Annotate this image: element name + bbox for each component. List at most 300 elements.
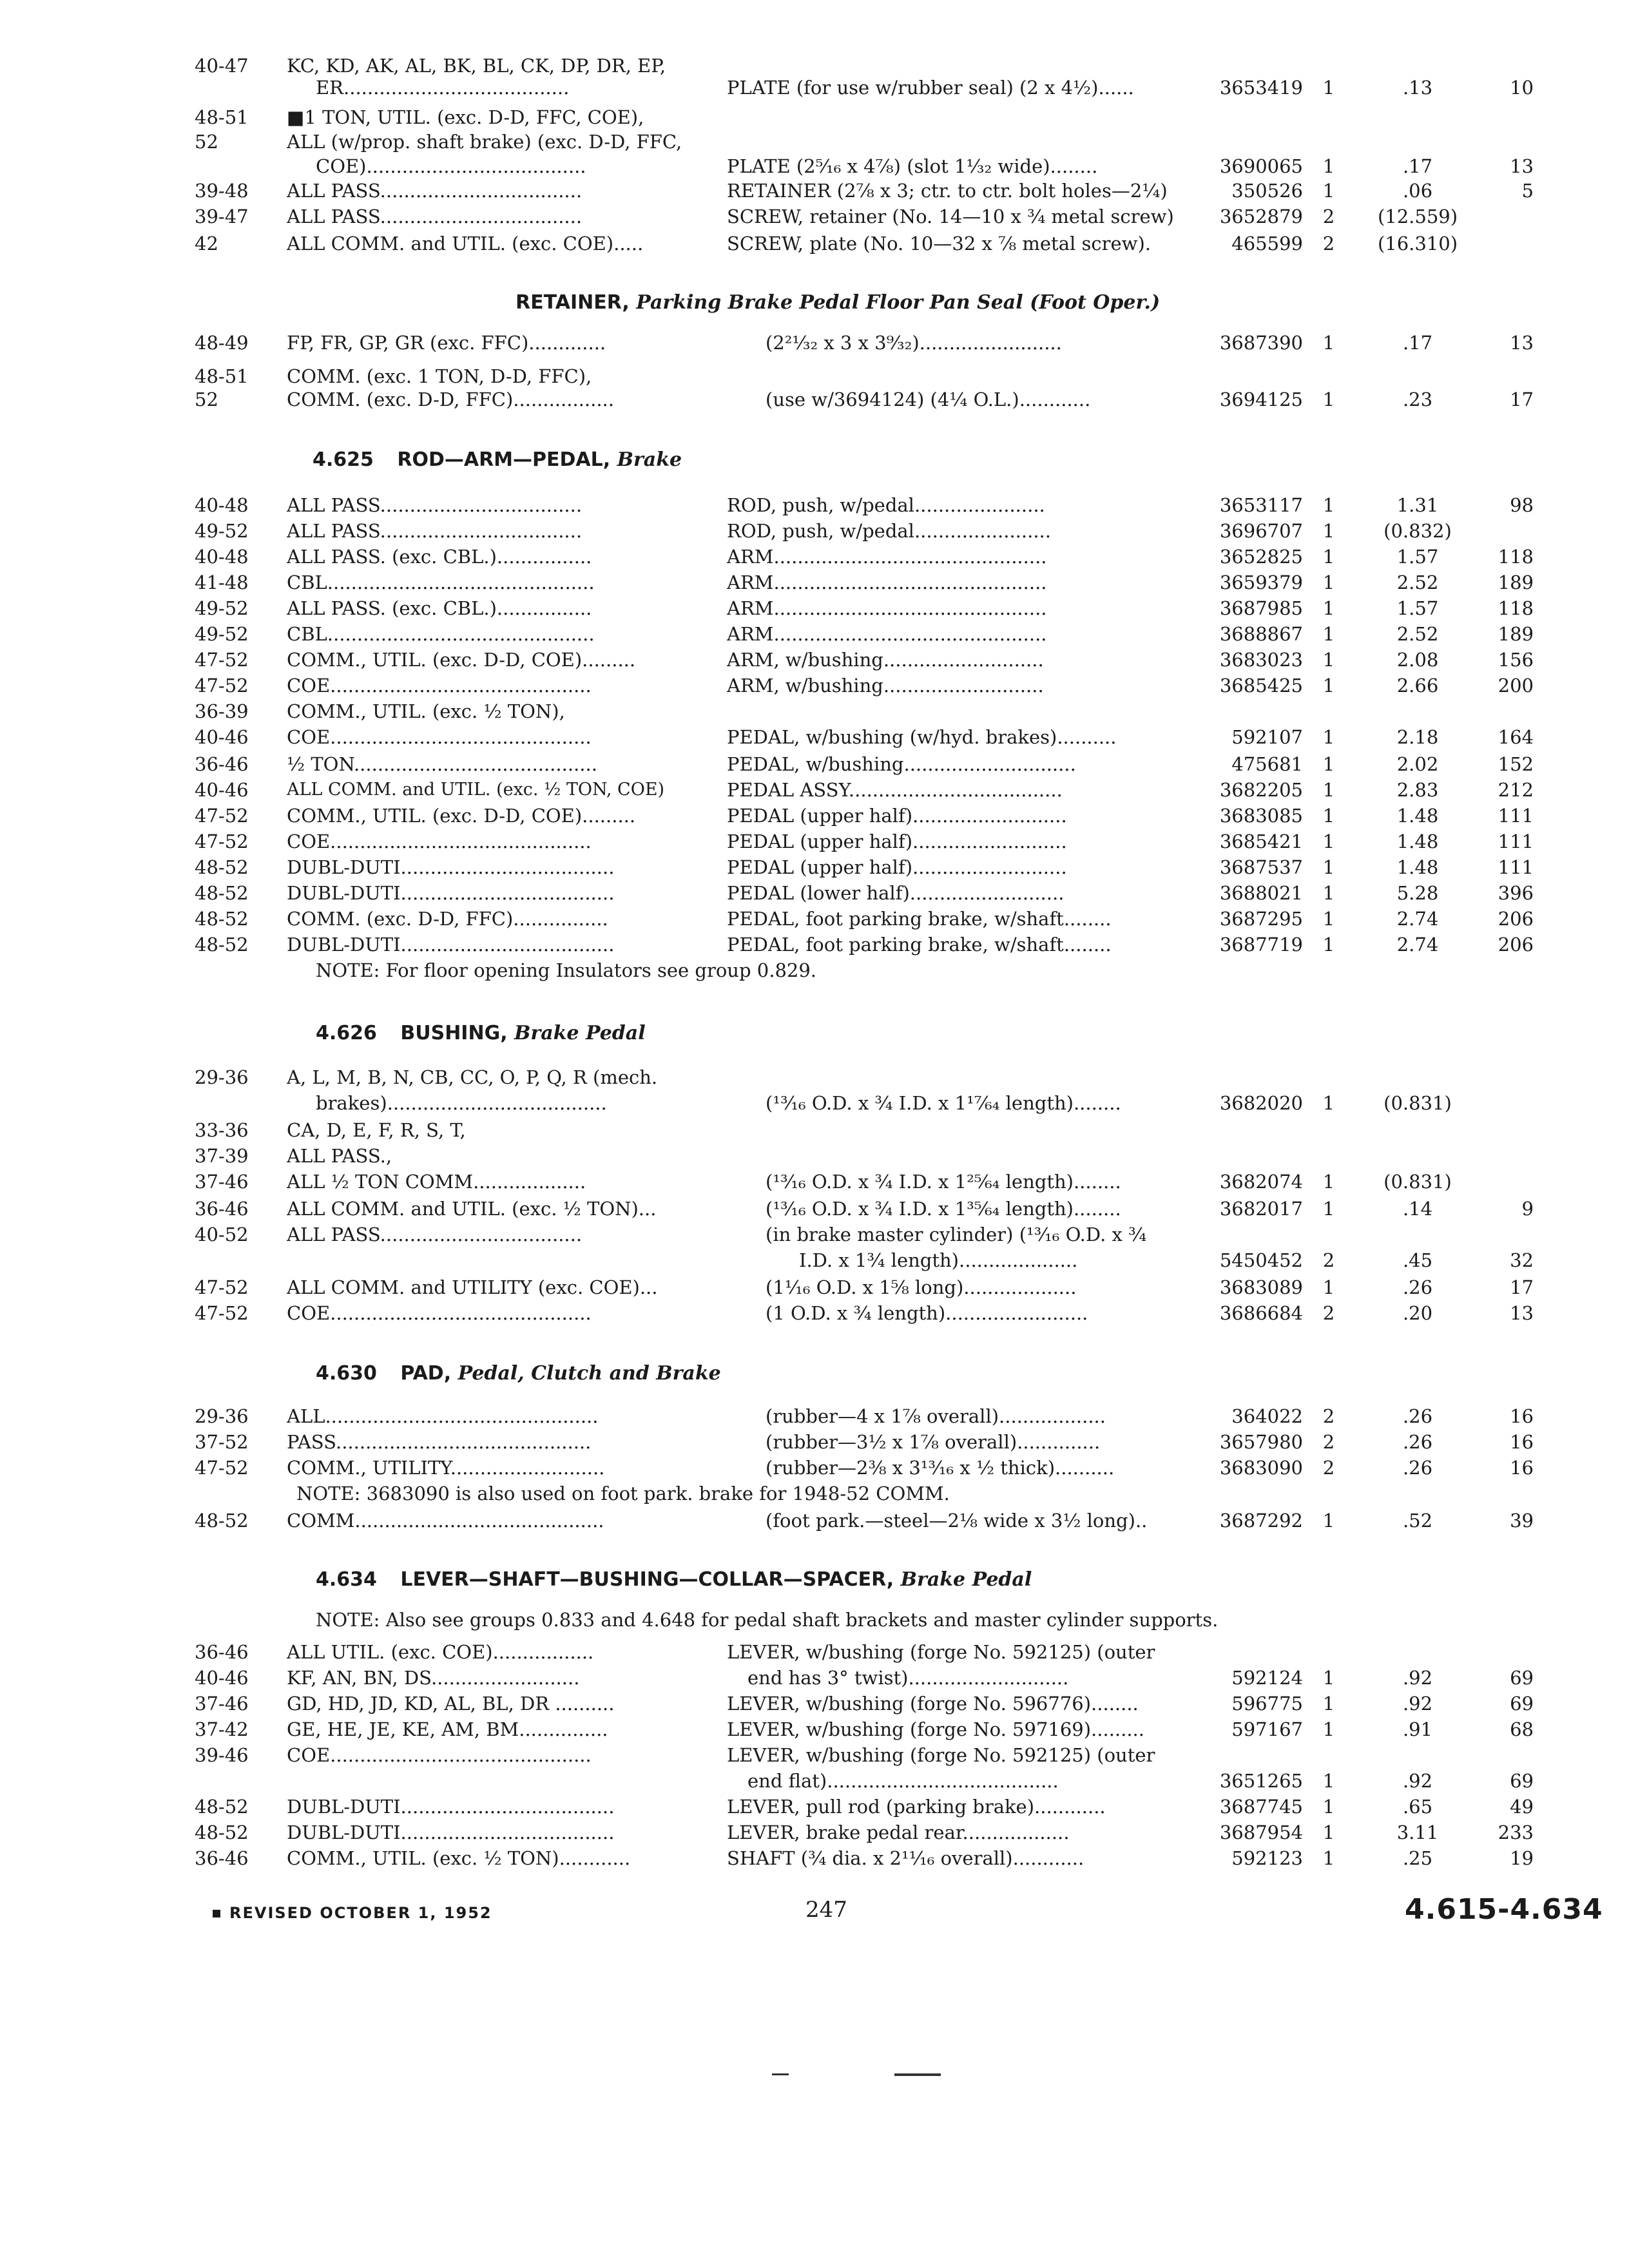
price: (0.832): [1383, 520, 1452, 542]
table-row: [0, 1117, 1629, 1143]
part-description: ARM..............................................: [727, 572, 1047, 593]
quantity: 1: [1322, 520, 1335, 542]
part-description: LEVER, pull rod (parking brake)............: [727, 1796, 1106, 1818]
table-row: [0, 777, 1629, 803]
part-number: 3686684: [1219, 1302, 1303, 1324]
weight: 69: [1510, 1693, 1534, 1715]
section-title: ROD—ARM—PEDAL,: [397, 448, 611, 471]
quantity: 1: [1322, 1718, 1335, 1740]
model-applicability: DUBL-DUTI....................................: [287, 1821, 615, 1843]
quantity: 1: [1322, 623, 1335, 645]
model-applicability: COE............................................: [287, 1744, 592, 1766]
price: 1.57: [1396, 597, 1439, 619]
weight: 189: [1498, 572, 1534, 593]
model-applicability: CA, D, E, F, R, S, T,: [287, 1119, 466, 1141]
weight: 13: [1510, 332, 1534, 354]
scan-mark: [894, 2073, 941, 2076]
quantity: 1: [1322, 831, 1335, 852]
weight: 212: [1498, 779, 1534, 801]
year-range: 39-47: [195, 206, 249, 227]
part-description: SHAFT (¾ dia. x 2¹¹⁄₁₆ overall)............: [727, 1847, 1084, 1869]
year-range: 37-46: [195, 1693, 249, 1715]
price: .14: [1402, 1198, 1433, 1220]
year-range: 47-52: [195, 649, 249, 671]
part-description: ROD, push, w/pedal......................: [727, 494, 1045, 516]
model-applicability: COMM., UTIL. (exc. D-D, COE).........: [287, 805, 636, 827]
quantity: 1: [1322, 856, 1335, 878]
table-row: [0, 1794, 1629, 1820]
table-row: [0, 544, 1629, 570]
quantity: 1: [1322, 180, 1335, 202]
group-number: 4.634: [316, 1568, 377, 1591]
quantity: 1: [1322, 494, 1335, 516]
weight: 9: [1521, 1198, 1534, 1220]
part-number: 3687390: [1219, 332, 1303, 354]
part-description: (1¹⁄₁₆ O.D. x 1⅝ long)...................: [766, 1276, 1077, 1298]
model-applicability: KF, AN, BN, DS.........................: [287, 1667, 580, 1689]
model-applicability: ALL PASS. (exc. CBL.)................: [287, 597, 592, 619]
year-range: 36-46: [195, 1847, 249, 1869]
model-applicability: ½ TON.........................................: [287, 753, 597, 775]
model-applicability: ALL PASS..................................: [287, 180, 583, 202]
weight: 16: [1510, 1405, 1534, 1427]
weight: 200: [1498, 675, 1534, 697]
year-range: 48-51: [195, 106, 249, 128]
part-number: 3685421: [1219, 831, 1303, 852]
group-number: 4.625: [313, 448, 374, 471]
price: 2.83: [1396, 779, 1439, 801]
quantity: 1: [1322, 726, 1335, 748]
table-row: [0, 1196, 1629, 1222]
model-applicability: COMM. (exc. 1 TON, D-D, FFC),: [287, 365, 592, 387]
quantity: 2: [1322, 1249, 1335, 1271]
price: 3.11: [1396, 1821, 1439, 1843]
year-range: 36-39: [195, 700, 249, 722]
year-range: 49-52: [195, 520, 249, 542]
part-number: 3657980: [1219, 1431, 1303, 1453]
model-applicability: COMM., UTIL. (exc. ½ TON),: [287, 700, 565, 722]
part-description: PEDAL (upper half)..........................: [727, 831, 1067, 852]
part-number: 465599: [1231, 233, 1303, 255]
model-applicability: DUBL-DUTI....................................: [287, 856, 615, 878]
year-range: 37-46: [195, 1171, 249, 1193]
group-number: 4.626: [316, 1022, 377, 1044]
model-applicability: KC, KD, AK, AL, BK, BL, CK, DP, DR, EP,: [287, 55, 666, 77]
weight: 16: [1510, 1431, 1534, 1453]
table-row: [0, 1639, 1629, 1665]
year-range: 48-52: [195, 1510, 249, 1532]
price: .45: [1402, 1249, 1433, 1271]
part-description: PEDAL (lower half)..........................: [727, 882, 1065, 904]
model-applicability: COE............................................: [287, 726, 592, 748]
table-row: [0, 595, 1629, 621]
quantity: 1: [1322, 1171, 1335, 1193]
section-subtitle: Pedal, Clutch and Brake: [458, 1362, 721, 1385]
table-row: [0, 104, 1629, 130]
weight: 16: [1510, 1457, 1534, 1479]
table-row: [0, 492, 1629, 518]
model-applicability: CBL.............................................: [287, 572, 595, 593]
price: .17: [1402, 332, 1433, 354]
price: (0.831): [1383, 1171, 1452, 1193]
model-applicability: FP, FR, GP, GR (exc. FFC).............: [287, 332, 606, 354]
part-number: 3685425: [1219, 675, 1303, 697]
note: NOTE: 3683090 is also used on foot park. brake for 1948-52 COMM.: [296, 1483, 950, 1504]
part-number: 3688867: [1219, 623, 1303, 645]
table-row: [0, 1665, 1629, 1691]
table-row: [0, 204, 1629, 229]
weight: 98: [1510, 494, 1534, 516]
table-row: [0, 518, 1629, 544]
model-applicability: COMM. (exc. D-D, FFC)................: [287, 908, 608, 930]
part-number: 3652825: [1219, 546, 1303, 568]
weight: 156: [1498, 649, 1534, 671]
quantity: 1: [1322, 1198, 1335, 1220]
model-applicability: ALL PASS. (exc. CBL.)................: [287, 546, 592, 568]
year-range: 48-52: [195, 1821, 249, 1843]
price: (12.559): [1377, 206, 1458, 227]
quantity: 2: [1322, 1457, 1335, 1479]
year-range: 48-51: [195, 365, 249, 387]
year-range: 49-52: [195, 597, 249, 619]
quantity: 1: [1322, 1092, 1335, 1114]
quantity: 1: [1322, 1276, 1335, 1298]
model-applicability: COE............................................: [287, 675, 592, 697]
weight: 39: [1510, 1510, 1534, 1532]
table-row: [0, 1455, 1629, 1481]
year-range: 37-39: [195, 1145, 249, 1167]
model-applicability: GE, HE, JE, KE, AM, BM...............: [287, 1718, 608, 1740]
model-applicability: ■1 TON, UTIL. (exc. D-D, FFC, COE),: [287, 106, 644, 128]
part-number: 3682205: [1219, 779, 1303, 801]
section-subtitle: Brake: [617, 448, 682, 471]
price: .52: [1402, 1510, 1433, 1532]
section-title: PAD,: [400, 1362, 452, 1385]
page-number: 247: [805, 1897, 847, 1923]
part-number: 596775: [1231, 1693, 1303, 1715]
model-applicability: ALL COMM. and UTILITY (exc. COE)...: [287, 1276, 658, 1298]
quantity: 1: [1322, 1693, 1335, 1715]
price: 1.48: [1396, 856, 1439, 878]
table-row: [0, 906, 1629, 932]
part-description: LEVER, w/bushing (forge No. 592125) (outer: [727, 1641, 1155, 1663]
part-number: 592123: [1231, 1847, 1303, 1869]
part-description: LEVER, brake pedal rear..................: [727, 1821, 1070, 1843]
model-applicability: brakes).....................................: [316, 1092, 607, 1114]
quantity: 1: [1322, 1847, 1335, 1869]
group-range: 4.615-4.634: [1405, 1893, 1603, 1926]
part-description: (1 O.D. x ¾ length)........................: [766, 1302, 1088, 1324]
quantity: 1: [1322, 1510, 1335, 1532]
quantity: 1: [1322, 908, 1335, 930]
weight: 111: [1498, 856, 1534, 878]
price: .26: [1402, 1457, 1433, 1479]
part-description: end flat).......................................: [747, 1770, 1059, 1792]
year-range: 48-49: [195, 332, 249, 354]
weight: 32: [1510, 1249, 1534, 1271]
part-description: (rubber—3½ x 1⅞ overall)..............: [766, 1431, 1101, 1453]
model-applicability: COMM., UTIL. (exc. D-D, COE).........: [287, 649, 636, 671]
part-description: (2²¹⁄₃₂ x 3 x 3⁹⁄₃₂)........................: [766, 332, 1062, 354]
part-number: 3696707: [1219, 520, 1303, 542]
year-range: 39-46: [195, 1744, 249, 1766]
year-range: 52: [195, 131, 218, 153]
model-applicability: COE............................................: [287, 831, 592, 852]
price: (16.310): [1377, 233, 1458, 255]
part-description: ARM, w/bushing...........................: [727, 649, 1044, 671]
quantity: 1: [1322, 805, 1335, 827]
weight: 206: [1498, 934, 1534, 956]
part-description: ARM..............................................: [727, 623, 1047, 645]
table-row: [0, 751, 1629, 777]
model-applicability: DUBL-DUTI....................................: [287, 1796, 615, 1818]
quantity: 1: [1322, 332, 1335, 354]
part-number: 3690065: [1219, 155, 1303, 177]
year-range: 33-36: [195, 1119, 249, 1141]
price: 2.02: [1396, 753, 1439, 775]
table-row: [0, 330, 1629, 356]
year-range: 40-48: [195, 494, 249, 516]
part-description: (¹³⁄₁₆ O.D. x ¾ I.D. x 1¹⁷⁄₆₄ length)........: [766, 1092, 1121, 1114]
weight: 152: [1498, 753, 1534, 775]
part-number: 475681: [1231, 753, 1303, 775]
year-range: 41-48: [195, 572, 249, 593]
year-range: 37-52: [195, 1431, 249, 1453]
part-description: ARM, w/bushing...........................: [727, 675, 1044, 697]
model-applicability: ALL COMM. and UTIL. (exc. ½ TON)...: [287, 1198, 657, 1220]
quantity: 1: [1322, 155, 1335, 177]
part-number: 3694125: [1219, 389, 1303, 410]
year-range: 40-46: [195, 779, 249, 801]
model-applicability: ALL UTIL. (exc. COE).................: [287, 1641, 594, 1663]
part-description: PEDAL, w/bushing.............................: [727, 753, 1076, 775]
part-number: 3688021: [1219, 882, 1303, 904]
year-range: 40-46: [195, 726, 249, 748]
model-applicability: ALL..............................................: [287, 1405, 599, 1427]
model-applicability: A, L, M, B, N, CB, CC, O, P, Q, R (mech.: [287, 1066, 658, 1088]
section-heading: [516, 289, 1160, 317]
table-row: [0, 1300, 1629, 1326]
part-description: (in brake master cylinder) (¹³⁄₁₆ O.D. x ¾: [766, 1224, 1147, 1245]
model-applicability: ALL PASS..................................: [287, 1224, 583, 1245]
part-description: PLATE (2⁵⁄₁₆ x 4⁷⁄₈) (slot 1¹⁄₃₂ wide)........: [727, 155, 1098, 177]
part-description: PEDAL, foot parking brake, w/shaft........: [727, 908, 1112, 930]
part-description: (rubber—2⅜ x 3¹³⁄₁₆ x ½ thick)..........: [766, 1457, 1115, 1479]
model-applicability: ALL PASS..................................: [287, 494, 583, 516]
section-subtitle: Brake Pedal: [900, 1568, 1032, 1591]
part-number: 5450452: [1219, 1249, 1303, 1271]
price: .13: [1402, 77, 1433, 99]
quantity: 2: [1322, 1431, 1335, 1453]
part-description: PEDAL (upper half)..........................: [727, 805, 1067, 827]
price: .92: [1402, 1693, 1433, 1715]
price: 1.31: [1396, 494, 1439, 516]
price: .92: [1402, 1667, 1433, 1689]
part-description: (use w/3694124) (4¼ O.L.)............: [766, 389, 1091, 410]
part-number: 3682074: [1219, 1171, 1303, 1193]
note: NOTE: For floor opening Insulators see group 0.829.: [316, 959, 817, 981]
part-number: 597167: [1231, 1718, 1303, 1740]
part-description: LEVER, w/bushing (forge No. 596776)........: [727, 1693, 1139, 1715]
year-range: 40-47: [195, 55, 249, 77]
part-number: 3687292: [1219, 1510, 1303, 1532]
table-row: [0, 1742, 1629, 1768]
price: 2.52: [1396, 572, 1439, 593]
part-number: 3682020: [1219, 1092, 1303, 1114]
year-range: 40-48: [195, 546, 249, 568]
table-row: [0, 1691, 1629, 1716]
weight: 206: [1498, 908, 1534, 930]
weight: 69: [1510, 1667, 1534, 1689]
part-number: 3683089: [1219, 1276, 1303, 1298]
weight: 68: [1510, 1718, 1534, 1740]
section-title: RETAINER,: [516, 291, 630, 314]
year-range: 48-52: [195, 934, 249, 956]
model-applicability: COMM. (exc. D-D, FFC).................: [287, 389, 614, 410]
part-number: 3651265: [1219, 1770, 1303, 1792]
year-range: 48-52: [195, 908, 249, 930]
model-applicability: COMM., UTIL. (exc. ½ TON)............: [287, 1847, 631, 1869]
table-row: [0, 363, 1629, 389]
section-title: BUSHING,: [400, 1022, 508, 1044]
part-description: ARM..............................................: [727, 546, 1047, 568]
price: .20: [1402, 1302, 1433, 1324]
table-row: [0, 673, 1629, 698]
price: .17: [1402, 155, 1433, 177]
quantity: 2: [1322, 233, 1335, 255]
price: 2.18: [1396, 726, 1439, 748]
table-row: [0, 854, 1629, 880]
model-applicability: ALL PASS..................................: [287, 520, 583, 542]
table-row: [0, 698, 1629, 724]
part-number: 3687954: [1219, 1821, 1303, 1843]
year-range: 47-52: [195, 805, 249, 827]
part-description: I.D. x 1¾ length)....................: [799, 1249, 1078, 1271]
price: 2.66: [1396, 675, 1439, 697]
year-range: 40-52: [195, 1224, 249, 1245]
quantity: 1: [1322, 1821, 1335, 1843]
quantity: 2: [1322, 1302, 1335, 1324]
section-title: LEVER—SHAFT—BUSHING—COLLAR—SPACER,: [400, 1568, 894, 1591]
year-range: 29-36: [195, 1405, 249, 1427]
table-row: [0, 1508, 1629, 1533]
part-description: PEDAL (upper half)..........................: [727, 856, 1067, 878]
part-number: 3653117: [1219, 494, 1303, 516]
weight: 111: [1498, 805, 1534, 827]
part-number: 3682017: [1219, 1198, 1303, 1220]
quantity: 1: [1322, 1796, 1335, 1818]
weight: 233: [1498, 1821, 1534, 1843]
part-description: SCREW, retainer (No. 14—10 x ¾ metal screw): [727, 206, 1174, 227]
price: 5.28: [1396, 882, 1439, 904]
price: .25: [1402, 1847, 1433, 1869]
part-description: (¹³⁄₁₆ O.D. x ¾ I.D. x 1²⁵⁄₆₄ length)........: [766, 1171, 1121, 1193]
table-row: [0, 880, 1629, 906]
part-number: 3687295: [1219, 908, 1303, 930]
table-row: [0, 932, 1629, 957]
weight: 189: [1498, 623, 1534, 645]
weight: 19: [1510, 1847, 1534, 1869]
table-row: [0, 1403, 1629, 1429]
part-number: 3652879: [1219, 206, 1303, 227]
table-row: [0, 1090, 1629, 1116]
part-description: LEVER, w/bushing (forge No. 592125) (outer: [727, 1744, 1155, 1766]
model-applicability: ALL PASS.,: [287, 1145, 392, 1167]
year-range: 39-48: [195, 180, 249, 202]
weight: 111: [1498, 831, 1534, 852]
part-number: 3687537: [1219, 856, 1303, 878]
weight: 164: [1498, 726, 1534, 748]
year-range: 42: [195, 233, 218, 255]
year-range: 49-52: [195, 623, 249, 645]
year-range: 52: [195, 389, 218, 410]
table-row: [0, 75, 1629, 101]
section-heading: [316, 1019, 646, 1048]
weight: 5: [1521, 180, 1534, 202]
model-applicability: ALL (w/prop. shaft brake) (exc. D-D, FFC,: [287, 131, 682, 153]
table-row: [0, 1247, 1629, 1273]
part-number: 3687985: [1219, 597, 1303, 619]
year-range: 36-46: [195, 1641, 249, 1663]
table-row: [0, 647, 1629, 673]
part-number: 3687719: [1219, 934, 1303, 956]
price: .23: [1402, 389, 1433, 410]
part-description: RETAINER (2⅞ x 3; ctr. to ctr. bolt holes—2¼): [727, 180, 1168, 202]
price: .26: [1402, 1431, 1433, 1453]
quantity: 1: [1322, 546, 1335, 568]
weight: 17: [1510, 389, 1534, 410]
part-description: PEDAL ASSY....................................: [727, 779, 1063, 801]
part-number: 592124: [1231, 1667, 1303, 1689]
model-applicability: COE).....................................: [316, 155, 586, 177]
price: 1.57: [1396, 546, 1439, 568]
weight: 396: [1498, 882, 1534, 904]
year-range: 36-46: [195, 1198, 249, 1220]
part-number: 3653419: [1219, 77, 1303, 99]
price: .06: [1402, 180, 1433, 202]
year-range: 40-46: [195, 1667, 249, 1689]
part-number: 3659379: [1219, 572, 1303, 593]
table-row: [0, 1274, 1629, 1300]
table-row: [0, 387, 1629, 412]
model-applicability: COMM..........................................: [287, 1510, 604, 1532]
price: 2.08: [1396, 649, 1439, 671]
quantity: 1: [1322, 675, 1335, 697]
table-row: [0, 153, 1629, 179]
model-applicability: COMM., UTILITY..........................: [287, 1457, 605, 1479]
price: 1.48: [1396, 831, 1439, 852]
price: .92: [1402, 1770, 1433, 1792]
table-row: [0, 1429, 1629, 1455]
year-range: 48-52: [195, 856, 249, 878]
model-applicability: PASS...........................................: [287, 1431, 592, 1453]
part-description: PEDAL, foot parking brake, w/shaft........: [727, 934, 1112, 956]
price: 1.48: [1396, 805, 1439, 827]
quantity: 1: [1322, 1770, 1335, 1792]
table-row: [0, 829, 1629, 854]
price: (0.831): [1383, 1092, 1452, 1114]
model-applicability: ALL COMM. and UTIL. (exc. ½ TON, COE): [287, 780, 665, 800]
table-row: [0, 1768, 1629, 1794]
table-row: [0, 1845, 1629, 1871]
table-row: [0, 621, 1629, 647]
quantity: 2: [1322, 206, 1335, 227]
part-description: (rubber—4 x 1⅞ overall)..................: [766, 1405, 1106, 1427]
part-description: ROD, push, w/pedal.......................: [727, 520, 1051, 542]
revision-text: REVISED OCTOBER 1, 1952: [229, 1904, 492, 1922]
table-row: [0, 231, 1629, 256]
price: .65: [1402, 1796, 1433, 1818]
